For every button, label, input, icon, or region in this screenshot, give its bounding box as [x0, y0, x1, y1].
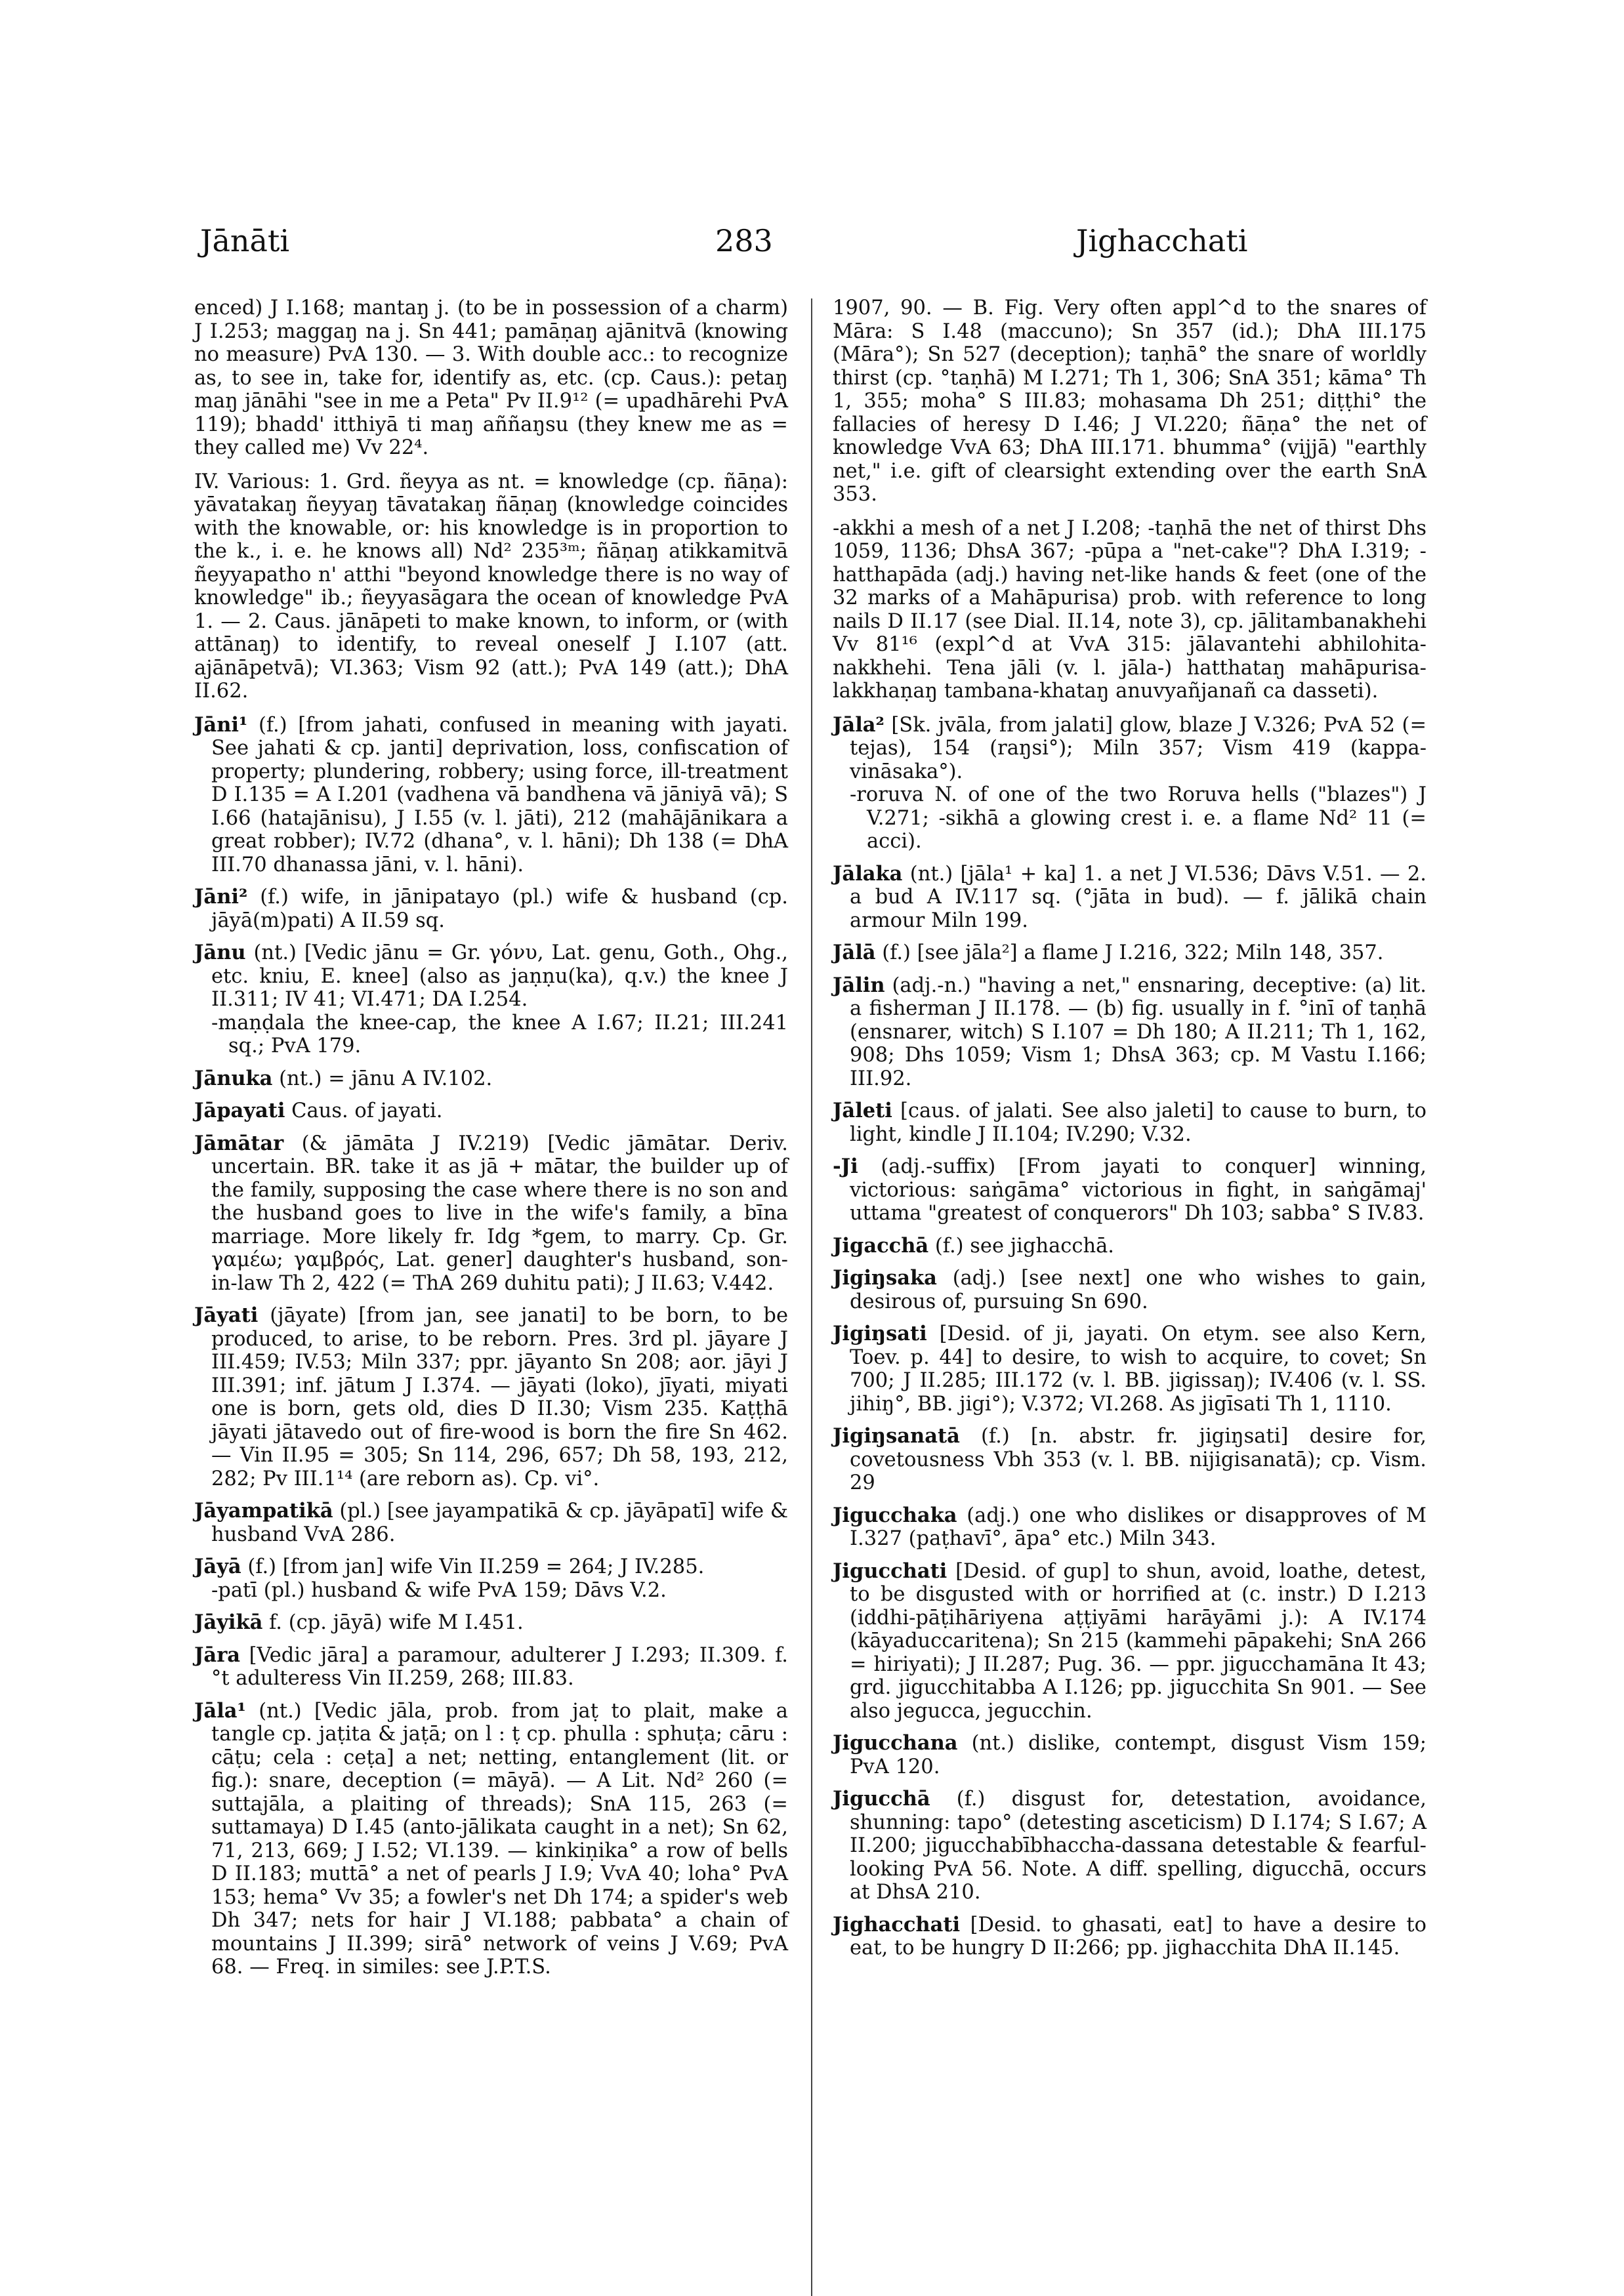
- entry-text: (adj.) one who dislikes or disapproves of M I.327 (paṭhavī°, āpa° etc.) Miln 343.: [850, 1504, 1426, 1550]
- entry-headword: Jāla¹: [194, 1698, 246, 1723]
- entry-headword: Jāyati: [194, 1303, 259, 1327]
- entry-headword: Jāpayati: [194, 1099, 285, 1122]
- entry-headword: Jānuka: [194, 1066, 273, 1090]
- page-number: 283: [715, 223, 773, 258]
- dictionary-entry: [833, 1235, 1426, 1258]
- entry-text: IV. Various: 1. Grd. ñeyya as nt. = knowledge (cp. ñāṇa): yāvatakaŋ ñeyyaŋ tāvatakaŋ ñāṇaŋ (knowledge coincides with the knowable, or: his knowledge is in proportion to the k., i. e. he knows all) Nd² 235³ᵐ; ñāṇaŋ atikkamitvā ñeyyapatho n' atthi "beyond knowledge there is no way of knowledge" ib.; ñeyyasāgara the ocean of knowledge PvA 1. — 2. Caus. jānāpeti to make known, to inform, or (with attānaŋ) to identify, to reveal oneself J I.107 (att. ajānāpetvā); VI.363; Vism 92 (att.); PvA 149 (att.); DhA II.62.: [194, 470, 788, 703]
- entry-text: (nt.) [Vedic jāla, prob. from jaṭ to plait, make a tangle cp. jaṭita & jaṭā; on l : ṭ cp. phulla : sphuṭa; cāru : cāṭu; cela : ceṭa] a net; netting, entanglement (lit. or fig.): snare, deception (= māyā). — A Lit. Nd² 260 (= suttajāla, a plaiting of threads); SnA 115, 263 (= suttamaya) D I.45 (anto-jālikata caught in a net); Sn 62, 71, 213, 669; J I.52; VI.139. — kinkiṇika° a row of bells D II.183; muttā° a net of pearls J I.9; VvA 40; loha° PvA 153; hema° Vv 35; a fowler's net Dh 174; a spider's web Dh 347; nets for hair J VI.188; pabbata° a chain of mountains J II.399; sirā° network of veins J V.69; PvA 68. — Freq. in similes: see J.P.T.S.: [211, 1699, 788, 1978]
- dictionary-entry: [194, 1500, 788, 1546]
- entry-text: (f.) wife, in jānipatayo (pl.) wife & husband (cp. jāyā(m)pati) A II.59 sq.: [211, 886, 789, 932]
- dictionary-entry: [833, 1267, 1426, 1313]
- entry-text: (pl.) [see jayampatikā & cp. jāyāpatī] wife & husband VvA 286.: [211, 1500, 788, 1546]
- entry-headword: Jigiŋsaka: [833, 1266, 937, 1290]
- entry-text: (adj.-suffix) [From jayati to conquer] winning, victorious: saṅgāma° victorious in fight, in saṅgāmaj' uttama "greatest of conquerors" Dh 103; sabba° S IV.83.: [850, 1155, 1426, 1225]
- entry-subentry: -roruva N. of one of the two Roruva hells ("blazes") J V.271; -sikhā a glowing crest i. e. a flame Nd² 11 (= acci).: [850, 783, 1426, 853]
- entry-text: Caus. of jayati.: [291, 1099, 443, 1122]
- entry-headword: Jigucchā: [833, 1787, 930, 1811]
- entry-continuation: [833, 517, 1426, 703]
- entry-headword: Jighacchati: [833, 1912, 961, 1937]
- entry-continuation: [194, 470, 788, 703]
- column-divider: [811, 298, 812, 2296]
- dictionary-entry: [833, 1099, 1426, 1146]
- dictionary-entry: [833, 941, 1426, 965]
- entry-subentry: -maṇḍala the knee-cap, the knee A I.67; II.21; III.241 sq.; PvA 179.: [211, 1011, 788, 1057]
- entry-text: [Vedic jāra] a paramour, adulterer J I.293; II.309. f. °t adulteress Vin II.259, 268; III.83.: [211, 1643, 789, 1690]
- dictionary-entry: [194, 1700, 788, 1979]
- entry-headword: Jigiŋsanatā: [833, 1424, 960, 1448]
- entry-headword: Jāyikā: [194, 1610, 263, 1634]
- dictionary-entry: [833, 1560, 1426, 1723]
- dictionary-entry: [194, 1099, 788, 1123]
- entry-text: (nt.) [jāla¹ + ka] 1. a net J VI.536; Dāvs V.51. — 2. a bud A IV.117 sq. (°jāta in bud). — f. jālikā chain armour Miln 199.: [850, 862, 1426, 932]
- entry-headword: Jāmātar: [194, 1131, 284, 1155]
- dictionary-entry: [194, 1067, 788, 1091]
- entry-headword: Jāleti: [833, 1099, 892, 1122]
- entry-text: (f.) see jighacchā.: [934, 1234, 1114, 1258]
- entry-text: (& jāmāta J IV.219) [Vedic jāmātar. Deriv. uncertain. BR. take it as jā + mātar, the builder up of the family, supposing the case where there is no son and the husband goes to live in the wife's family, a bīna marriage. More likely fr. Idg *gem, to marry. Cp. Gr. γαμέω; γαμβρός, Lat. gener] daughter's husband, son-in-law Th 2, 422 (= ThA 269 duhitu pati); J II.63; V.442.: [211, 1132, 788, 1295]
- right-column: [833, 297, 1426, 1969]
- entry-headword: Jigiŋsati: [833, 1322, 927, 1345]
- dictionary-entry: [833, 1732, 1426, 1778]
- entry-text: [caus. of jalati. See also jaleti] to cause to burn, to light, kindle J II.104; IV.290; V.32.: [850, 1099, 1426, 1146]
- entry-text: (f.) disgust for, detestation, avoidance, shunning: tapo° (detesting asceticism) D I.174; S I.67; A II.200; jigucchabībhaccha-dassana detestable & fearful-looking PvA 56. Note. A diff. spelling, digucchā, occurs at DhsA 210.: [850, 1788, 1427, 1904]
- entry-text: (f.) [from jahati, confused in meaning with jayati. See jahati & cp. janti] deprivation, loss, confiscation of property; plundering, robbery; using force, ill-treatment D I.135 = A I.201 (vadhena vā bandhena vā jāniyā vā); S I.66 (hatajānisu), J I.55 (v. l. jāti), 212 (mahājānikara a great robber); IV.72 (dhana°, v. l. hāni); Dh 138 (= DhA III.70 dhanassa jāni, v. l. hāni).: [211, 713, 788, 876]
- entry-text: [Sk. jvāla, from jalati] glow, blaze J V.326; PvA 52 (= tejas), 154 (raŋsi°); Miln 357; Vism 419 (kappa-vināsaka°).: [850, 713, 1426, 783]
- entry-text: (f.) [n. abstr. fr. jigiŋsati] desire for, covetousness Vbh 353 (v. l. BB. nijigisanatā); cp. Vism. 29: [850, 1425, 1426, 1494]
- entry-headword: Jālin: [833, 973, 885, 997]
- entry-text: f. (cp. jāyā) wife M I.451.: [269, 1611, 524, 1634]
- dictionary-entry: [833, 1914, 1426, 1960]
- entry-text: (adj.-n.) "having a net," ensnaring, deceptive: (a) lit. a fisherman J II.178. — (b) fig. usually in f. °inī of taṇhā (ensnarer, witch) S I.107 = Dh 180; A II.211; Th 1, 162, 908; Dhs 1059; Vism 1; DhsA 363; cp. M Vastu I.166; III.92.: [850, 974, 1426, 1090]
- dictionary-entry: [194, 714, 788, 877]
- dictionary-entry: [833, 1425, 1426, 1495]
- dictionary-entry: [194, 1132, 788, 1296]
- dictionary-entry: [194, 1611, 788, 1635]
- entry-headword: -Ji: [833, 1155, 858, 1178]
- dictionary-entry: [833, 974, 1426, 1091]
- entry-text: [Desid. of gup] to shun, avoid, loathe, detest, to be disgusted with or horrified at (c. instr.) D I.213 (iddhi-pāṭihāriyena aṭṭiyāmi harāyāmi j.): A IV.174 (kāyaduccaritena); Sn 215 (kammehi pāpakehi; SnA 266 = hiriyati); J II.287; Pug. 36. — ppr. jigucchamāna It 43; grd. jigucchitabba A I.126; pp. jigucchita Sn 901. — See also jegucca, jegucchin.: [850, 1559, 1426, 1723]
- entry-headword: Jigucchaka: [833, 1503, 957, 1527]
- entry-text: (nt.) = jānu A IV.102.: [279, 1067, 493, 1090]
- entry-text: (nt.) [Vedic jānu = Gr. γόνυ, Lat. genu, Goth., Ohg., etc. kniu, E. knee] (also as jaṇṇu(ka), q.v.) the knee J II.311; IV 41; VI.471; DA I.254.: [211, 941, 788, 1011]
- dictionary-entry: [194, 1555, 788, 1602]
- dictionary-entry: [194, 1304, 788, 1490]
- entry-headword: Jigacchā: [833, 1233, 929, 1258]
- entry-text: enced) J I.168; mantaŋ j. (to be in possession of a charm) J I.253; maggaŋ na j. Sn 441; pamāṇaŋ ajānitvā (knowing no measure) PvA 130. — 3. With double acc.: to recognize as, to see in, take for, identify as, etc. (cp. Caus.): petaŋ maŋ jānāhi "see in me a Peta" Pv II.9¹² (= upadhārehi PvA 119); bhadd' itthiyā ti maŋ aññaŋsu (they knew me as = they called me) Vv 22⁴.: [194, 297, 788, 459]
- entry-headword: Jāyā: [194, 1555, 241, 1578]
- dictionary-entry: [194, 886, 788, 932]
- entry-headword: Jāyampatikā: [194, 1499, 333, 1523]
- entry-text: (f.) [see jāla²] a flame J I.216, 322; Miln 148, 357.: [882, 941, 1384, 964]
- entry-text: 1907, 90. — B. Fig. Very often appl^d to the snares of Māra: S I.48 (maccuno); Sn 357 (id.); DhA III.175 (Māra°); Sn 527 (deception); taṇhā° the snare of worldly thirst (cp. °taṇhā) M I.271; Th 1, 306; SnA 351; kāma° Th 1, 355; moha° S III.83; mohasama Dh 251; diṭṭhi° the fallacies of heresy D I.46; J VI.220; ñāṇa° the net of knowledge VvA 63; DhA III.171. bhumma° (vijjā) "earthly net," i.e. gift of clearsight extending over the earth SnA 353.: [833, 297, 1426, 506]
- entry-text: [Desid. of ji, jayati. On etym. see also Kern, Toev. p. 44] to desire, to wish to acquire, to covet; Sn 700; J II.285; III.172 (v. l. BB. jigissaŋ); IV.406 (v. l. SS. jihiŋ°, BB. jigi°); V.372; VI.268. As jigīsati Th 1, 1110.: [850, 1322, 1426, 1416]
- dictionary-entry: [833, 1322, 1426, 1416]
- header-right-word: Jighacchati: [1076, 223, 1248, 258]
- header-left-word: Jānāti: [200, 223, 290, 258]
- entry-text: (f.) [from jan] wife Vin II.259 = 264; J IV.285.: [247, 1555, 705, 1578]
- entry-text: (jāyate) [from jan, see janati] to be born, to be produced, to arise, to be reborn. Pres. 3rd pl. jāyare J III.459; IV.53; Miln 337; ppr. jāyanto Sn 208; aor. jāyi J III.391; inf. jātum J I.374. — jāyati (loko), jīyati, miyati one is born, gets old, dies D II.30; Vism 235. Kaṭṭhā jāyati jātavedo out of fire-wood is born the fire Sn 462. — Vin II.95 = 305; Sn 114, 296, 657; Dh 58, 193, 212, 282; Pv III.1¹⁴ (are reborn as). Cp. vi°.: [211, 1304, 788, 1490]
- entry-text: (nt.) dislike, contempt, disgust Vism 159; PvA 120.: [850, 1732, 1426, 1778]
- entry-text: [Desid. to ghasati, eat] to have a desire to eat, to be hungry D II:266; pp. jighacchita DhA II.145.: [850, 1913, 1426, 1959]
- dictionary-entry: [833, 863, 1426, 933]
- dictionary-entry: [194, 1644, 788, 1691]
- dictionary-entry: [833, 1788, 1426, 1904]
- entry-headword: Jānu: [194, 941, 246, 964]
- entry-headword: Jāni²: [194, 885, 248, 909]
- entry-headword: Jālā: [833, 941, 876, 964]
- entry-headword: Jālaka: [833, 861, 903, 886]
- dictionary-entry: [833, 1504, 1426, 1551]
- dictionary-entry: [833, 714, 1426, 853]
- entry-subentry: -patī (pl.) husband & wife PvA 159; Dāvs V.2.: [211, 1578, 667, 1602]
- dictionary-entry: [194, 941, 788, 1058]
- entry-headword: Jigucchati: [833, 1559, 947, 1583]
- entry-continuation: [833, 297, 1426, 506]
- running-header: [197, 223, 1247, 282]
- entry-headword: Jāla²: [833, 712, 885, 737]
- entry-headword: Jāra: [194, 1643, 241, 1667]
- entry-continuation: [194, 297, 788, 460]
- entry-headword: Jāni¹: [194, 712, 248, 737]
- entry-text: (adj.) [see next] one who wishes to gain, desirous of, pursuing Sn 690.: [850, 1267, 1426, 1313]
- entry-headword: Jigucchana: [833, 1731, 958, 1755]
- left-column: [194, 297, 788, 1988]
- entry-text: -akkhi a mesh of a net J I.208; -taṇhā the net of thirst Dhs 1059, 1136; DhsA 367; -pūpa a "net-cake"? DhA I.319; -hatthapāda (adj.) having net-like hands & feet (one of the 32 marks of a Mahāpurisa) prob. with reference to long nails D II.17 (see Dial. II.14, note 3), cp. jālitambanakhehi Vv 81¹⁶ (expl^d at VvA 315: jālavantehi abhilohita-nakkhehi. Tena jāli (v. l. jāla-) hatthataŋ mahāpurisa-lakkhaṇaŋ tambana-khataŋ anuvyañjanañ ca dasseti).: [833, 516, 1426, 703]
- dictionary-entry: [833, 1155, 1426, 1225]
